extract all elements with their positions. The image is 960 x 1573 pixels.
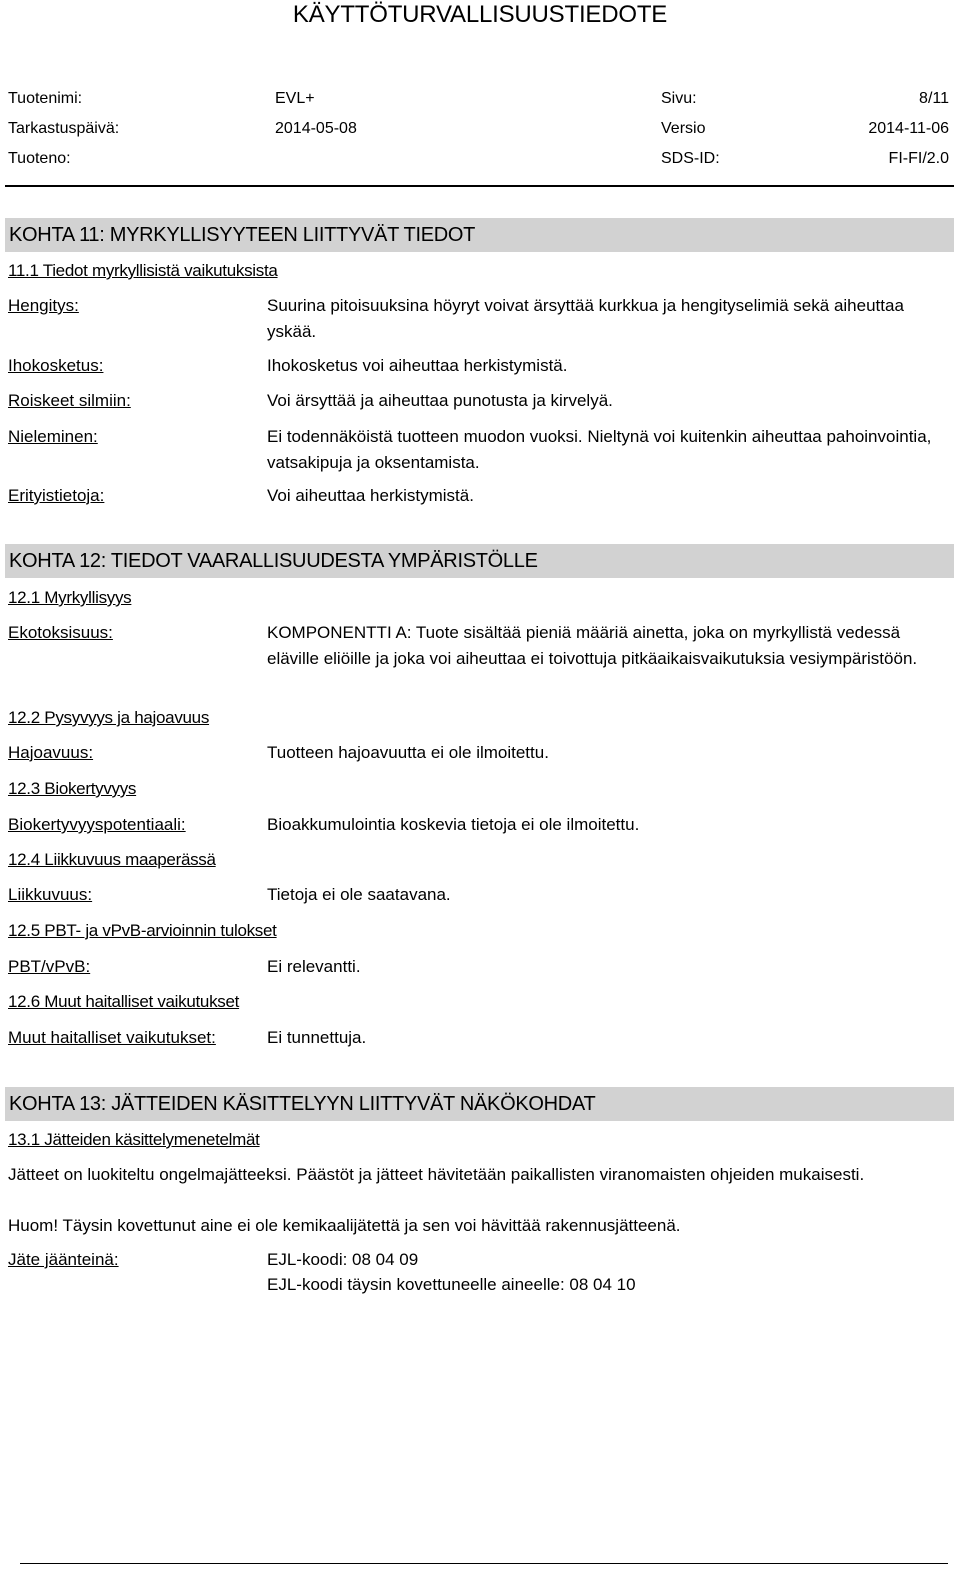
subsection-12-4-title: 12.4 Liikkuvuus maaperässä [8,850,216,869]
subsection-12-3-title: 12.3 Biokertyvyys [8,779,137,798]
section-11-title: KOHTA 11: MYRKYLLISYYTEEN LIITTYVÄT TIEDOT [9,224,476,246]
section-11-header [5,218,954,252]
meta-row-product [0,90,960,112]
label-ihokosketus: Ihokosketus: [8,356,104,375]
value-hajoavuus: Tuotteen hajoavuutta ei ole ilmoitettu. [267,743,549,762]
label-liikkuvuus: Liikkuvuus: [8,885,93,904]
value-biokertyvyyspotentiaali: Bioakkumulointia koskevia tietoja ei ole ilmoitettu. [267,815,640,834]
value-ejl-code: EJL-koodi: 08 04 09 [267,1250,419,1269]
meta-label-product-number: Tuoteno: [8,150,71,167]
label-biokertyvyyspotentiaali: Biokertyvyyspotentiaali: [8,815,186,834]
subsection-12-5-title: 12.5 PBT- ja vPvB-arvioinnin tulokset [8,921,277,940]
value-ekotoksisuus: KOMPONENTTI A: Tuote sisältää pieniä määriä ainetta, joka on myrkyllistä vedessä eläville eliöille ja joka voi aiheuttaa ei toivottuja pitkäaikaisvaikutuksia vesiympäristöön. [267,623,918,668]
section-13-header [5,1087,954,1121]
subsection-12-6-title: 12.6 Muut haitalliset vaikutukset [8,992,240,1011]
subsection-11-1-title: 11.1 Tiedot myrkyllisistä vaikutuksista [8,261,278,280]
subsection-12-2-title: 12.2 Pysyvyys ja hajoavuus [8,708,210,727]
value-ejl-code-cured: EJL-koodi täysin kovettuneelle aineelle: 08 04 10 [267,1275,636,1294]
meta-value-version: 2014-11-06 [868,120,949,137]
label-ekotoksisuus: Ekotoksisuus: [8,623,113,642]
value-hengitys: Suurina pitoisuuksina höyryt voivat ärsyttää kurkkua ja hengityselimiä sekä aiheuttaa yskää. [267,296,904,341]
header-divider [5,185,954,187]
label-erityistietoja: Erityistietoja: [8,486,105,505]
value-roiskeet-silmiin: Voi ärsyttää ja aiheuttaa punotusta ja kirvelyä. [267,391,613,410]
document-title: KÄYTTÖTURVALLISUUSTIEDOTE [292,1,668,28]
meta-label-version: Versio [661,120,706,137]
value-nieleminen: Ei todennäköistä tuotteen muodon vuoksi. Nieltynä voi kuitenkin aiheuttaa pahoinvointia, vatsakipuja ja oksentamista. [267,427,932,472]
value-pbt-vpvb: Ei relevantti. [267,957,361,976]
section-12-header [5,544,954,578]
meta-label-revision-date: Tarkastuspäivä: [8,120,120,137]
label-hajoavuus: Hajoavuus: [8,743,94,762]
label-muut-haitalliset: Muut haitalliset vaikutukset: [8,1028,216,1047]
meta-label-product-name: Tuotenimi: [8,90,83,107]
meta-value-product-name: EVL+ [275,90,315,107]
value-liikkuvuus: Tietoja ei ole saatavana. [267,885,451,904]
meta-row-revision [0,120,960,142]
meta-label-sds-id: SDS-ID: [661,150,720,167]
section-12-title: KOHTA 12: TIEDOT VAARALLISUUDESTA YMPÄRISTÖLLE [9,550,538,572]
value-ihokosketus: Ihokosketus voi aiheuttaa herkistymistä. [267,356,568,375]
label-jate-jaanteina: Jäte jäänteinä: [8,1250,119,1269]
meta-value-page: 8/11 [919,90,949,107]
waste-note: Huom! Täysin kovettunut aine ei ole kemikaalijätettä ja sen voi hävittää rakennusjätteenä. [8,1216,681,1235]
meta-value-revision-date: 2014-05-08 [275,120,357,137]
subsection-12-1-title: 12.1 Myrkyllisyys [8,588,132,607]
label-hengitys: Hengitys: [8,296,79,315]
footer-divider [20,1563,948,1564]
meta-label-page: Sivu: [661,90,697,107]
meta-value-sds-id: FI-FI/2.0 [888,150,949,167]
subsection-13-1-title: 13.1 Jätteiden käsittelymenetelmät [8,1130,260,1149]
label-roiskeet-silmiin: Roiskeet silmiin: [8,391,131,410]
label-nieleminen: Nieleminen: [8,427,98,446]
value-muut-haitalliset: Ei tunnettuja. [267,1028,367,1047]
waste-paragraph: Jätteet on luokiteltu ongelmajätteeksi. Päästöt ja jätteet hävitetään paikallisten viranomaisten ohjeiden mukaisesti. [8,1165,865,1184]
value-erityistietoja: Voi aiheuttaa herkistymistä. [267,486,474,505]
section-13-title: KOHTA 13: JÄTTEIDEN KÄSITTELYYN LIITTYVÄT NÄKÖKOHDAT [9,1093,596,1115]
label-pbt-vpvb: PBT/vPvB: [8,957,91,976]
meta-row-product-number [0,150,960,172]
